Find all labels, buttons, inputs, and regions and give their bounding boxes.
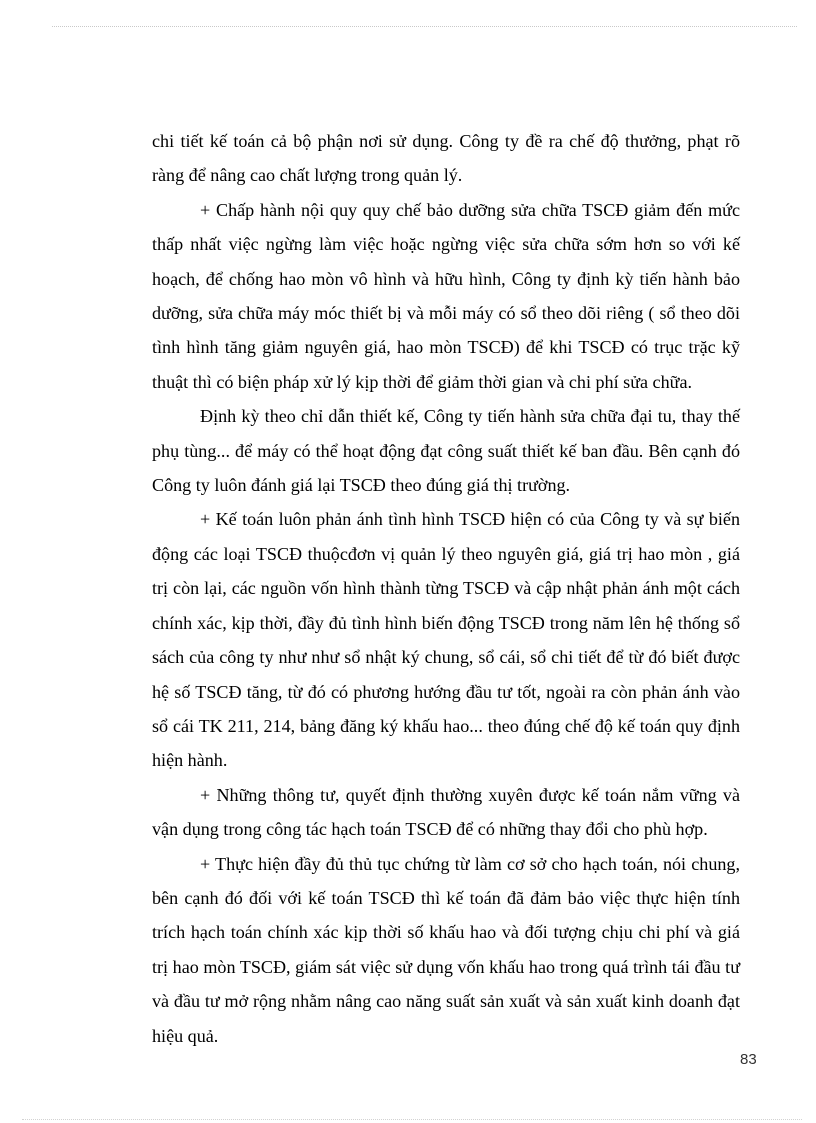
bottom-page-border — [22, 1119, 802, 1120]
paragraph-quality-management: chi tiết kế toán cả bộ phận nơi sử dụng. Công ty đề ra chế độ thưởng, phạt rõ ràng để nâng cao chất lượng trong quản lý. — [152, 131, 740, 186]
paragraph-maintenance-rules: + Chấp hành nội quy quy chế bảo dưỡng sửa chữa TSCĐ giảm đến mức thấp nhất việc ngừng làm việc hoặc ngừng việc sửa chữa sớm hơn so với kế hoạch, để chống hao mòn vô hình và hữu hình, Công ty định kỳ tiến hành bảo dưỡng, sửa chữa máy móc thiết bị và mỗi máy có sổ theo dõi riêng ( sổ theo dõi tình hình tăng giảm nguyên giá, hao mòn TSCĐ) để khi TSCĐ có trục trặc kỹ thuật thì có biện pháp xử lý kịp thời để giảm thời gian và chi phí sửa chữa. — [152, 199, 740, 392]
paragraph-regulations: + Những thông tư, quyết định thường xuyên được kế toán nắm vững và vận dụng trong công tác hạch toán TSCĐ để có những thay đổi cho phù hợp. — [152, 784, 740, 840]
paragraph-asset-accounting: + Kế toán luôn phản ánh tình hình TSCĐ hiện có của Công ty và sự biến động các loại TSCĐ thuộcđơn vị quản lý theo nguyên giá, giá trị hao mòn , giá trị còn lại, các nguồn vốn hình thành từng TSCĐ và cập nhật phản ánh một cách chính xác, kịp thời, đầy đủ tình hình biến động TSCĐ trong năm lên hệ thống sổ sách của công ty như như sổ nhật ký chung, sổ cái, sổ chi tiết để từ đó biết được hệ số TSCĐ tăng, từ đó có phương hướng đầu tư tốt, ngoài ra còn phản ánh vào sổ cái TK 211, 214, bảng đăng ký khấu hao... theo đúng chế độ kế toán quy định hiện hành. — [152, 509, 740, 771]
top-page-border — [52, 26, 797, 27]
document-body — [152, 124, 740, 1053]
paragraph-periodic-overhaul: Định kỳ theo chỉ dẫn thiết kế, Công ty tiến hành sửa chữa đại tu, thay thế phụ tùng... để máy có thể hoạt động đạt công suất thiết kế ban đầu. Bên cạnh đó Công ty luôn đánh giá lại TSCĐ theo đúng giá thị trường. — [152, 406, 740, 496]
page-number: 83 — [740, 1051, 757, 1068]
paragraph-procedures: + Thực hiện đầy đủ thủ tục chứng từ làm cơ sở cho hạch toán, nói chung, bên cạnh đó đối với kế toán TSCĐ thì kế toán đã đảm bảo việc thực hiện tính trích hạch toán chính xác kịp thời số khấu hao và đối tượng chịu chi phí và giá trị hao mòn TSCĐ, giám sát việc sử dụng vốn khấu hao trong quá trình tái đầu tư và đầu tư mở rộng nhằm nâng cao năng suất sản xuất và sản xuất kinh doanh đạt hiệu quả. — [152, 853, 740, 1046]
